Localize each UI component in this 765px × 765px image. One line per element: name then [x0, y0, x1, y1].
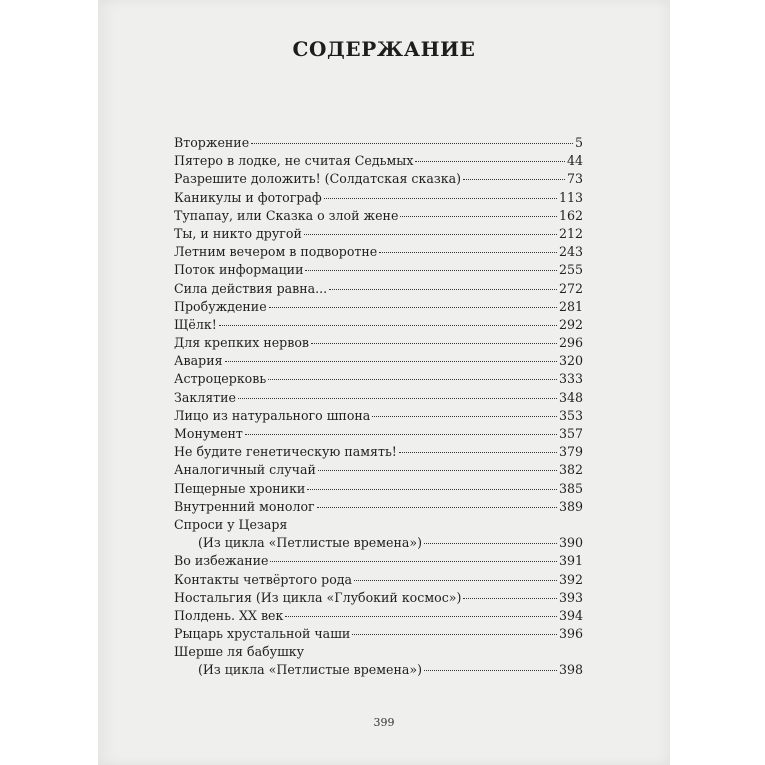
toc-entry-title: Полдень. XX век [174, 607, 284, 623]
toc-entry-page: 333 [558, 371, 583, 387]
book-page [98, 0, 670, 765]
toc-entry [174, 499, 583, 517]
dot-leader [311, 343, 557, 344]
toc-entry-page: 385 [558, 480, 583, 496]
toc-entry [174, 299, 583, 317]
toc-entry-title: Во избежание [174, 553, 269, 569]
toc-entry [174, 444, 583, 462]
toc-entry-title: Летним вечером в подворотне [174, 244, 378, 260]
toc-entry-title: Шерше ля бабушку [174, 644, 305, 660]
dot-leader [269, 307, 557, 308]
dot-leader [415, 161, 565, 162]
dot-leader [285, 616, 557, 617]
dot-leader [372, 416, 557, 417]
toc-entry-page: 292 [558, 316, 583, 332]
toc-entry-page: 255 [558, 262, 583, 278]
toc-entry-page: 357 [558, 426, 583, 441]
toc-entry [174, 590, 583, 608]
toc-entry [174, 390, 583, 408]
toc-entry-page: 389 [558, 498, 583, 514]
toc-entry-title: Тупапау, или Сказка о злой жене [174, 207, 399, 223]
toc-entry-title: Рыцарь хрустальной чаши [174, 626, 351, 642]
toc-entry-page: 5 [574, 135, 583, 150]
toc-entry [174, 662, 583, 680]
toc-entry [174, 208, 583, 226]
toc-entry-title: Внутренний монолог [174, 498, 315, 514]
dot-leader [238, 398, 557, 399]
toc-entry [174, 190, 583, 208]
toc-entry-title: Лицо из натурального шпона [174, 407, 371, 423]
dot-leader [307, 489, 557, 490]
toc-entry-title: Вторжение [174, 135, 250, 150]
toc-entry-page: 162 [558, 207, 583, 223]
toc-entry-title: Разрешите доложить! (Солдатская сказка) [174, 171, 462, 187]
toc-entry [174, 481, 583, 499]
toc-entry-page: 379 [558, 444, 583, 460]
toc-entry-title: Заклятие [174, 389, 236, 405]
toc-entry-title: Спроси у Цезаря [174, 516, 288, 532]
dot-leader [270, 561, 556, 562]
toc-entry-title: Пещерные хроники [174, 480, 306, 496]
table-of-contents [174, 135, 583, 681]
toc-entry-title: Сила действия равна... [174, 280, 328, 296]
dot-leader [463, 598, 557, 599]
toc-entry [174, 135, 583, 153]
toc-entry [174, 553, 583, 571]
toc-entry [174, 317, 583, 335]
toc-entry-title: Астроцерковь [174, 371, 267, 387]
toc-entry [174, 353, 583, 371]
dot-leader [379, 252, 557, 253]
toc-entry [174, 608, 583, 626]
toc-entry-page: 391 [558, 553, 583, 569]
dot-leader [400, 216, 557, 217]
toc-entry-title: Каникулы и фотограф [174, 189, 322, 205]
toc-entry-title: Аналогичный случай [174, 462, 316, 478]
toc-entry [174, 408, 583, 426]
toc-entry-title: (Из цикла «Петлистые времена») [198, 535, 423, 551]
toc-entry-page: 382 [558, 462, 583, 478]
toc-entry-title: Пятеро в лодке, не считая Седьмых [174, 153, 414, 169]
toc-entry-title: (Из цикла «Петлистые времена») [198, 662, 423, 678]
toc-entry-page: 398 [558, 662, 583, 678]
dot-leader [354, 580, 557, 581]
dot-leader [219, 325, 557, 326]
toc-entry-page: 281 [558, 298, 583, 314]
dot-leader [245, 434, 557, 435]
toc-entry [174, 262, 583, 280]
toc-entry-page: 320 [558, 353, 583, 369]
dot-leader [399, 452, 557, 453]
toc-entry-page: 353 [558, 407, 583, 423]
dot-leader [424, 543, 557, 544]
toc-entry-page: 390 [558, 535, 583, 551]
toc-entry-title: Ностальгия (Из цикла «Глубокий космос») [174, 589, 462, 605]
dot-leader [225, 361, 557, 362]
dot-leader [424, 670, 557, 671]
toc-entry-page: 243 [558, 244, 583, 260]
toc-entry-page: 73 [566, 171, 583, 187]
contents-heading: СОДЕРЖАНИЕ [292, 37, 476, 61]
toc-entry-title: Контакты четвёртого рода [174, 571, 353, 587]
toc-entry-title: Поток информации [174, 262, 304, 278]
toc-entry [174, 371, 583, 389]
toc-entry-page: 296 [558, 335, 583, 351]
toc-entry [174, 153, 583, 171]
toc-entry [174, 281, 583, 299]
dot-leader [352, 634, 557, 635]
toc-entry-page: 212 [558, 225, 583, 241]
page-number: 399 [373, 716, 395, 729]
dot-leader [329, 289, 557, 290]
toc-entry-page: 392 [558, 571, 583, 587]
toc-entry [174, 462, 583, 480]
dot-leader [304, 234, 557, 235]
toc-entry-title: Щёлк! [174, 316, 217, 332]
dot-leader [251, 143, 573, 144]
toc-entry-title: Ты, и никто другой [174, 225, 302, 241]
toc-entry [174, 171, 583, 189]
toc-entry-page: 44 [566, 153, 583, 169]
toc-entry [174, 572, 583, 590]
toc-entry-title: Для крепких нервов [174, 335, 310, 351]
toc-entry-title: Пробуждение [174, 298, 267, 314]
toc-entry-title: Авария [174, 353, 223, 369]
dot-leader [268, 379, 557, 380]
toc-entry [174, 244, 583, 262]
toc-entry-title: Монумент [174, 426, 243, 441]
toc-entry-page: 113 [558, 189, 583, 205]
toc-entry [174, 226, 583, 244]
dot-leader [324, 198, 557, 199]
toc-entry-title: Не будите генетическую память! [174, 444, 397, 460]
toc-entry [174, 335, 583, 353]
toc-entry-page: 272 [558, 280, 583, 296]
toc-entry [174, 535, 583, 553]
dot-leader [305, 270, 556, 271]
toc-entry-page: 393 [558, 589, 583, 605]
toc-entry [174, 626, 583, 644]
dot-leader [463, 179, 565, 180]
toc-entry [174, 426, 583, 444]
toc-entry-page: 394 [558, 607, 583, 623]
toc-entry-page: 348 [558, 389, 583, 405]
dot-leader [318, 470, 557, 471]
toc-entry-page: 396 [558, 626, 583, 642]
dot-leader [317, 507, 557, 508]
